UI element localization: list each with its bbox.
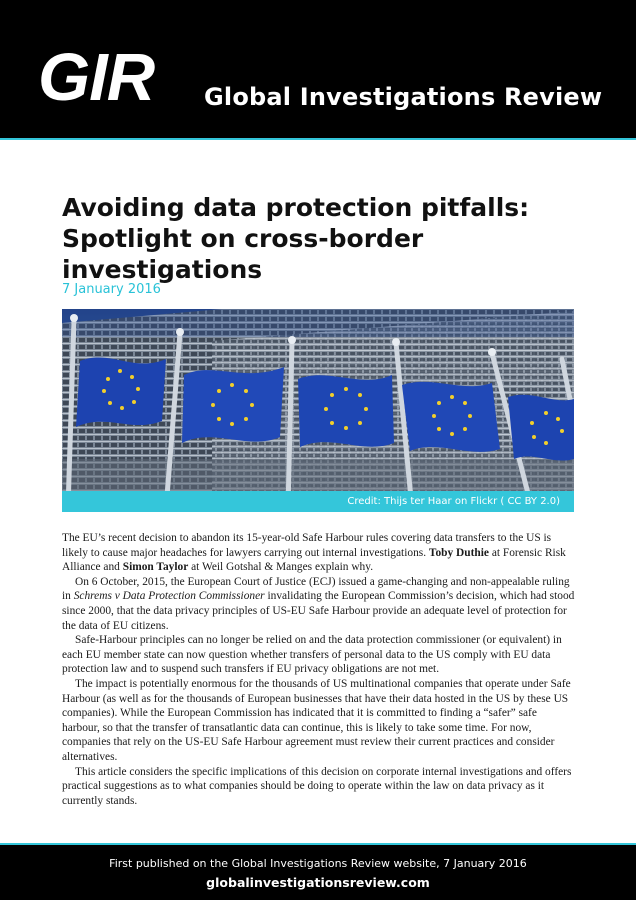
body-paragraph: The impact is potentially enormous for the thousands of US multinational companies that operate under Safe Harbour (as well as for the thousands of European businesses that have their data hosted in the US by these US companies). While the European Commission has indicated that it is committed to finding a “safer” safe harbour, so that the transfer of transatlantic data can continue, this is likely to take some time. For now, companies that rely on the US-EU Safe Harbour agreement must review their current practices and consider alternatives. [62, 677, 571, 763]
article-date: 7 January 2016 [62, 282, 161, 297]
author-name: Simon Taylor [122, 561, 189, 574]
body-paragraph: This article considers the specific implications of this decision on corporate internal investigations and offers practical suggestions as to what companies should be doing to operate within the law on data privacy as it currently stands. [62, 765, 572, 807]
eu-flags-photo [62, 309, 574, 512]
body-paragraph: Safe-Harbour principles can no longer be relied on and the data protection commissioner (or equivalent) in each EU member state can now question whether transfers of personal data to the US comply with EU data protection law and to suspend such transfers if EU privacy obligations are not met. [62, 634, 562, 676]
author-name: Toby Duthie [428, 546, 489, 559]
photo-illustration [62, 309, 574, 512]
body-paragraph: On 6 October, 2015, the European Court of Justice (ECJ) issued a game-changing and non-appealable ruling in Schrems v Data Protection Commissioner invalidating the European Commission’s decision, which had stood since 2000, that the data privacy principles of US-EU Safe Harbour provide an adequate level of protection for the data of EU citizens. [62, 575, 575, 632]
website-link[interactable]: globalinvestigationsreview.com [206, 875, 430, 890]
case-name: Schrems v Data Protection Commissioner [73, 590, 265, 603]
photo-credit-bar [62, 491, 574, 512]
publication-name: Global Investigations Review [204, 83, 603, 111]
footer [0, 843, 636, 900]
photo-credit[interactable]: Credit: Thijs ter Haar on Flickr ( CC BY 2.0) [347, 496, 560, 507]
article-body [62, 531, 575, 808]
intro-paragraph: The EU’s recent decision to abandon its 15-year-old Safe Harbour rules covering data transfers to the US is likely to cause major headaches for lawyers carrying out internal investigations. Toby Duthie at Forensic Risk Alliance and Simon Taylor at Weil Gotshal & Manges explain why. [62, 532, 566, 574]
article-title: Avoiding data protection pitfalls: Spotlight on cross-border investigations [62, 193, 530, 284]
publication-notice: First published on the Global Investigations Review website, 7 January 2016 [109, 857, 527, 870]
masthead [0, 0, 636, 140]
gir-logo[interactable]: GIR [38, 40, 155, 115]
